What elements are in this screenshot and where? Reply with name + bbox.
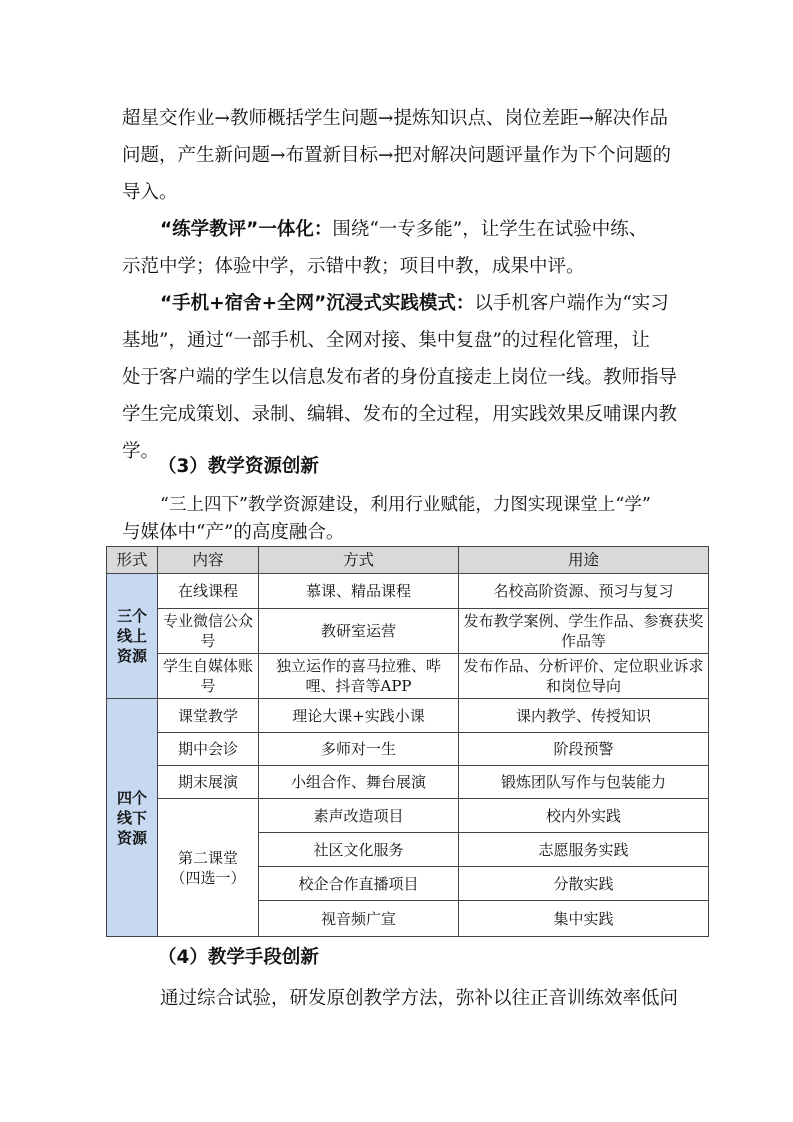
group-label-line: 线上 [116, 627, 147, 645]
table-cell: 期末展演 [158, 766, 259, 799]
group-label-line: 资源 [116, 828, 147, 847]
table-cell: 发布作品、分析评价、定位职业诉求和岗位导向 [459, 654, 709, 699]
paragraph-line [160, 292, 669, 316]
table-row [107, 609, 709, 654]
table-cell: 理论大课+实践小课 [259, 699, 459, 733]
paragraph-line: 基地”，通过“一部手机、全网对接、集中复盘”的过程化管理，让 [122, 330, 650, 351]
table-cell: 校内外实践 [459, 799, 709, 833]
bold-lead: “手机+宿舍+全网”沉浸式实践模式： [160, 293, 475, 314]
paragraph-line: 通过综合试验，研发原创教学方法，弥补以往正音训练效率低问 [160, 988, 679, 1009]
table-header: 用途 [459, 547, 709, 574]
table-cell: 社区文化服务 [259, 833, 459, 867]
table-cell: 阶段预警 [459, 733, 709, 766]
table-cell: 教研室运营 [259, 609, 459, 654]
paragraph-line: 学。 [122, 441, 160, 462]
paragraph-line: 学生完成策划、录制、编辑、发布的全过程，用实践效果反哺课内教 [122, 404, 678, 425]
online-group-cell [107, 574, 158, 699]
table-cell: 独立运作的喜马拉雅、哔哩、抖音等APP [259, 654, 459, 699]
offline-group-cell [107, 699, 158, 937]
table-cell: 发布教学案例、学生作品、参赛获奖作品等 [459, 609, 709, 654]
table-cell: 名校高阶资源、预习与复习 [459, 574, 709, 609]
table-row [107, 799, 709, 833]
group-label-line: 三个 [116, 607, 147, 625]
paragraph-text: 围绕“一专多能”，让学生在试验中练、 [332, 219, 648, 240]
table-cell: 集中实践 [459, 901, 709, 937]
paragraph-line: 问题，产生新问题→布置新目标→把对解决问题评量作为下个问题的 [122, 145, 672, 166]
paragraph-line: 与媒体中“产”的高度融合。 [122, 522, 345, 543]
group-label-line: 线下 [116, 808, 147, 827]
table-cell: 课内教学、传授知识 [459, 699, 709, 733]
table-row [107, 574, 709, 609]
table-row [107, 699, 709, 733]
table-cell: 课堂教学 [158, 699, 259, 733]
section-heading: （3）教学资源创新 [158, 456, 319, 477]
table-row [107, 654, 709, 699]
table-row [107, 733, 709, 766]
table-cell: 小组合作、舞台展演 [259, 766, 459, 799]
table-cell: 专业微信公众号 [158, 609, 259, 654]
second-class-cell [158, 799, 259, 937]
paragraph-line: 超星交作业→教师概括学生问题→提炼知识点、岗位差距→解决作品 [122, 108, 669, 129]
bold-lead: “练学教评”一体化： [160, 219, 333, 240]
table-cell: 学生自媒体账号 [158, 654, 259, 699]
table-header-row [107, 547, 709, 574]
second-class-note: （四选一） [170, 868, 246, 887]
paragraph-line: 处于客户端的学生以信息发布者的身份直接走上岗位一线。教师指导 [122, 367, 678, 388]
group-label-line: 四个 [116, 788, 147, 807]
paragraph-line: 导入。 [122, 182, 178, 203]
resources-table [106, 546, 709, 937]
table-cell: 素声改造项目 [259, 799, 459, 833]
table-cell: 校企合作直播项目 [259, 867, 459, 901]
table-cell: 在线课程 [158, 574, 259, 609]
section-heading: （4）教学手段创新 [158, 947, 319, 968]
table-row [107, 766, 709, 799]
table-cell: 多师对一生 [259, 733, 459, 766]
table-cell: 锻炼团队写作与包装能力 [459, 766, 709, 799]
paragraph-line: 示范中学；体验中学，示错中教；项目中教，成果中评。 [122, 256, 585, 277]
paragraph-line: “三上四下”教学资源建设，利用行业赋能，力图实现课堂上“学” [160, 495, 651, 515]
paragraph-text: 以手机客户端作为“实习 [474, 293, 669, 314]
table-cell: 分散实践 [459, 867, 709, 901]
table-cell: 慕课、精品课程 [259, 574, 459, 609]
table-cell: 视音频广宣 [259, 901, 459, 937]
table-header: 形式 [107, 547, 158, 574]
paragraph-line [160, 218, 647, 242]
table-header: 方式 [259, 547, 459, 574]
table-cell: 志愿服务实践 [459, 833, 709, 867]
second-class-label: 第二课堂 [177, 848, 238, 867]
table-cell: 期中会诊 [158, 733, 259, 766]
group-label-line: 资源 [116, 647, 147, 665]
table-header: 内容 [158, 547, 259, 574]
